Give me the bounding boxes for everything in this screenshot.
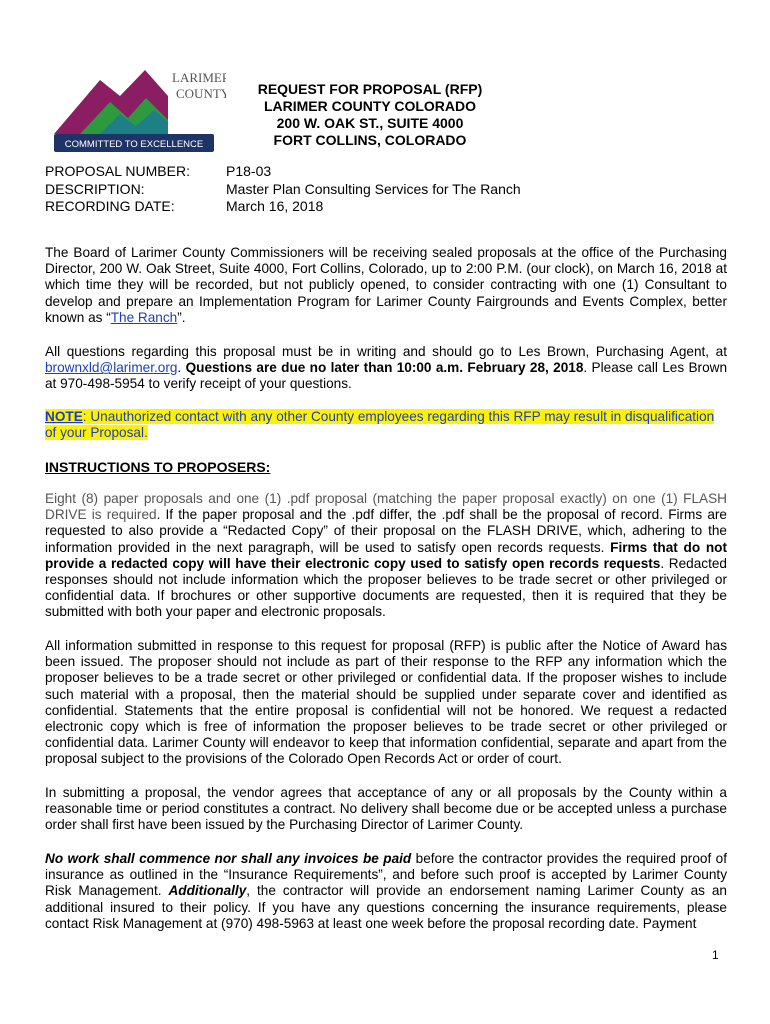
insurance-paragraph	[45, 851, 727, 932]
submission-text: . If the paper proposal and the .pdf differ, the .pdf shall be the proposal of record. Firms are requested to also provide a “Redacted Copy” of their proposal on the FLASH DRIVE, which, adhering to the information provided in the next paragraph, will be used to satisfy open records requests.	[45, 507, 727, 555]
proposal-number-value: P18-03	[226, 163, 272, 179]
logo-line1: LARIMER	[172, 70, 226, 85]
insurance-bold-a: No work shall commence nor shall any invoices be paid	[45, 851, 412, 866]
insurance-text: before the contractor provides the required proof of insurance as outlined in the “Insurance Requirements”, and before such proof is accepted by Larimer County Risk Management.	[45, 851, 727, 899]
note-label: NOTE	[45, 409, 83, 424]
intro-paragraph	[45, 245, 727, 326]
note-paragraph	[45, 409, 727, 441]
instructions-heading: INSTRUCTIONS TO PROPOSERS:	[45, 459, 271, 475]
submission-text-end: . Redacted responses should not include information which the proposer believes to be trade secret or other privileged or confidential data. If brochures or other supportive documents are requested, then it is required that they be submitted with both your paper and electronic proposals.	[45, 555, 727, 620]
recording-date-value: March 16, 2018	[226, 198, 324, 214]
rfp-header	[240, 81, 500, 149]
submission-paragraph	[45, 491, 727, 621]
proposal-number-label: PROPOSAL NUMBER:	[45, 163, 190, 179]
recording-date-label: RECORDING DATE:	[45, 198, 175, 214]
page-number: 1	[712, 948, 719, 962]
proposal-number-row	[45, 163, 521, 181]
questions-sep: .	[177, 360, 186, 376]
logo-line2: COUNTY	[176, 86, 226, 101]
public-info-paragraph: All information submitted in response to this request for proposal (RFP) is public after the Notice of Award has been issued. The proposer should not include as part of their response to the RFP any information which the proposer believes to be a trade secret or other privileged or confidential data. If the proposer wishes to include such material with a proposal, then the material should be supplied under separate cover and identified as confidential. Statements that the entire proposal is confidential will not be honored. We request a redacted electronic copy which is free of information the proposer believes to be trade secret or other privileged or confidential data. Larimer County will endeavor to keep that information confidential, separate and apart from the proposal subject to the provisions of the Colorado Open Records Act or order of court.	[45, 638, 727, 767]
questions-text: All questions regarding this proposal must be in writing and should go to Les Brown, Purchasing Agent, at	[45, 344, 727, 359]
intro-text: The Board of Larimer County Commissioners will be receiving sealed proposals at the office of the Purchasing Director, 200 W. Oak Street, Suite 4000, Fort Collins, Colorado, up to 2:00 P.M. (our clock), on March 16, 2018 at which time they will be recorded, but not publicly opened, to consider contracting with one (1) Consultant to develop and prepare an Implementation Program for Larimer County Fairgrounds and Events Complex, better known as “	[45, 245, 727, 325]
questions-paragraph	[45, 344, 727, 393]
submission-grey-text: Eight (8) paper proposals and one (1) .pdf proposal (matching the paper proposal exactly) on one (1) FLASH DRIVE is required	[45, 491, 727, 523]
header-line3: 200 W. OAK ST., SUITE 4000	[276, 115, 464, 131]
the-ranch-link[interactable]: The Ranch	[110, 309, 178, 325]
description-row	[45, 181, 521, 199]
description-label: DESCRIPTION:	[45, 180, 145, 197]
submission-bold: Firms that do not provide a redacted copy will have their electronic copy used to satisfy open records requests	[45, 539, 727, 571]
email-link[interactable]: brownxld@larimer.org	[45, 360, 178, 376]
header-line2: LARIMER COUNTY COLORADO	[263, 98, 477, 114]
recording-date-row	[45, 198, 521, 216]
insurance-bold-b: Additionally	[168, 883, 247, 899]
intro-text-end: ”.	[177, 309, 186, 325]
note-text: : Unauthorized contact with any other County employees regarding this RFP may result in disqualification of your Proposal.	[45, 409, 715, 441]
header-line1: REQUEST FOR PROPOSAL (RFP)	[257, 81, 483, 97]
insurance-text-end: , the contractor will provide an endorsement naming Larimer County as an additional insured to their policy. If you have any questions concerning the insurance requirements, please contact Risk Management at (970) 498-5963 at least one week before the proposal recording date. Payment	[45, 883, 727, 931]
description-value: Master Plan Consulting Services for The Ranch	[226, 180, 521, 197]
header-line4: FORT COLLINS, COLORADO	[273, 132, 467, 148]
questions-deadline: Questions are due no later than 10:00 a.m. February 28, 2018	[185, 360, 584, 376]
questions-text-end: . Please call Les Brown at 970-498-5954 to verify receipt of your questions.	[45, 360, 728, 392]
proposal-meta	[45, 163, 521, 216]
larimer-county-logo	[50, 62, 226, 154]
contract-paragraph: In submitting a proposal, the vendor agrees that acceptance of any or all proposals by the County within a reasonable time or period constitutes a contract. No delivery shall become due or be accepted unless a purchase order shall first have been issued by the Purchasing Director of Larimer County.	[45, 785, 727, 833]
logo-tagline: COMMITTED TO EXCELLENCE	[64, 139, 204, 150]
